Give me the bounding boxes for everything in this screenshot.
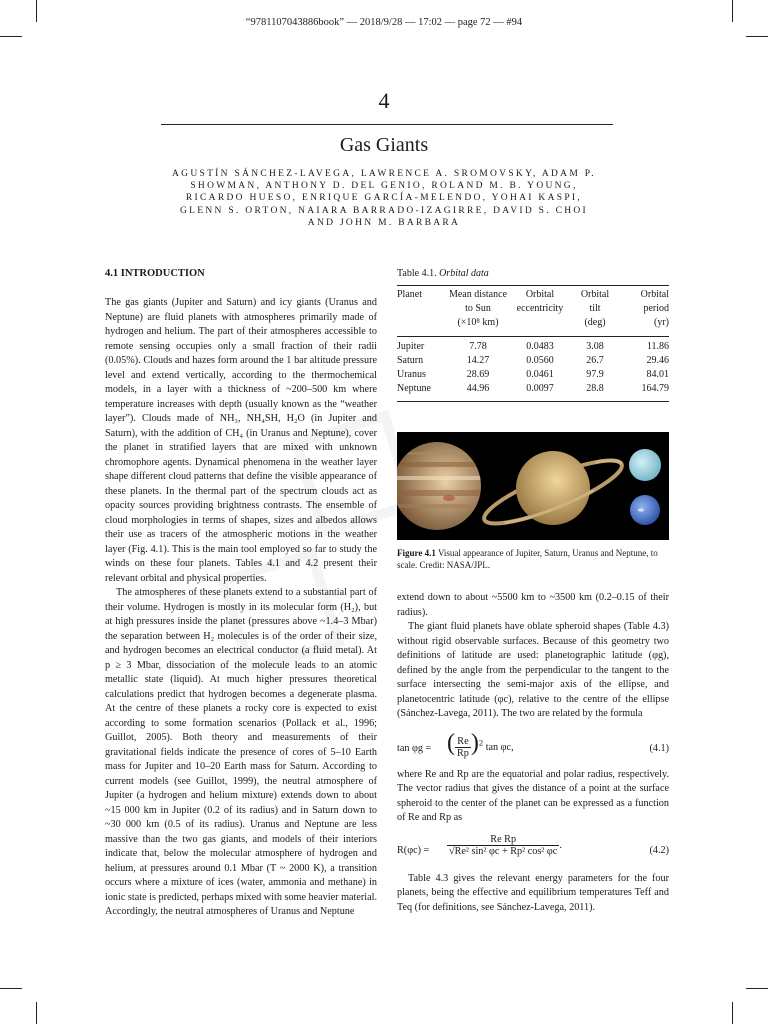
planets-figure [397,432,669,540]
table-header-line: (yr) [654,317,669,329]
equation-body [447,834,562,857]
equation-rhs: tan φc, [485,741,514,753]
table-row [397,336,669,354]
right-column [397,268,669,915]
chapter-number: 4 [378,88,390,113]
table-cell: Saturn [397,354,424,366]
left-column [105,268,377,920]
table-header-line: Planet [397,289,422,300]
table-title: Orbital data [439,268,489,279]
table-cell: 28.69 [466,369,490,381]
crop-mark [0,36,22,37]
table-cell: 0.0461 [526,369,554,381]
crop-mark [746,988,768,989]
paragraph: Table 4.3 gives the relevant energy parameters for the four planets, being the effective and equilibrium temperatures Teff and Teq (for definitions, see Sánchez-Lavega, 2011). [397,872,669,913]
crop-mark [732,1002,733,1024]
table-caption [397,268,669,279]
author-line: AGUSTÍN SÁNCHEZ-LAVEGA, LAWRENCE A. SROMOVSKY, ADAM P. [172,169,596,179]
equation-lhs: R(φc) = [397,844,430,856]
table-header-cell [619,286,669,337]
paragraph: where Re and Rp are the equatorial and polar radius, respectively. The vector radius that gives the distance of a point at the surface spheroid to the center of the planet can be expressed as a function of Re and Rp as [397,768,669,824]
table-cell: Neptune [397,383,431,395]
table-header-line: period [643,303,669,315]
running-head: “9781107043886book” — 2018/9/28 — 17:02 — page 72 — #94 [245,17,523,28]
paragraph: The gas giants (Jupiter and Saturn) and icy giants (Uranus and Neptune) are fluid planets with atmospheres primarily made of hydrogen and helium. The part of their atmospheres accessible to remote sensing occupies only a small fraction of their radii (0.05%). Clouds and hazes form around the 1 bar altitude pressure level and extend vertically, according to the thermochemical models, in a layer with a thickness of ~200–500 km where temperature increases with depth (usually known as the “weather layer”). Clouds made of NH₃, NH₄SH, H₂O (in Jupiter and Saturn), with the addition of CH₄ (in Uranus and Neptune), cover the planet in stratified layers that are mixed with unknown chromophore agents. Dynamical phenomena in the weather layer shape different cloud patterns that define the visible appearance of these planets. In the thermal part of the spectrum clouds act as opacity sources providing brightness contrasts. The ensemble of cloud morphologies in terms of shapes, sizes and albedos allows their use as tracers of the atmospheric motions in the weather layer (Fig. 4.1). This is the main tool employed so far to study the winds on these four planets. Tables 4.1 and 4.2 present their relevant orbital and physical properties. [105,297,377,584]
table-header-cell [571,286,619,337]
paragraph: The atmospheres of these planets extend to a substantial part of their volume. Hydrogen is mostly in its molecular form (H₂), but at high pressures inside the planet (pressures above ~1.4–3 Mbar) the separation between H₂ molecules is of the order of their size, and hydrogen becomes an electrical conductor (a fluid metal). At p ≥ 3 Mbar, dissociation of the molecule leads to an atomic metallic state (liquid). At much higher pressures theoretical calculations predict that hydrogen becomes a degenerate plasma. At the centre of these planets a rocky core is expected to exist according to some formation scenarios (Pollack et al., 1996; Guillot, 2005). Both theory and measurements of their gravitational fields indicate the presence of cores of 5–10 Earth mass for Jupiter and 10–20 Earth mass for Saturn. According to current models (see Guillot, 1999), the neutral atmosphere of Jupiter (a hydrogen and helium mixture) extends down to about ~15 000 km in Jupiter (0.2 of its radius) and in Saturn down to ~30 000 km (0.5 of its radius). Uranus and Neptune are less massive than the two gas giants, and models of their interiors indicate that, below the molecular atmosphere of hydrogen and helium, at pressures around 0.1 Mbar (T ~ 2000 K), a transition occurs where a mixture of ices (water, ammonia and methane) in ionic state is predicted, perhaps mixed with some heavier material. Accordingly, the neutral atmospheres of Uranus and Neptune [105,587,377,917]
crop-mark [746,36,768,37]
table-header-line: (×10⁸ km) [457,317,499,329]
table-cell: 84.01 [646,369,669,381]
table-header-line: eccentricity [516,303,564,315]
table-cell: 0.0560 [526,354,554,366]
table-header-line: Mean distance [448,289,508,300]
table-cell: 0.0097 [526,383,554,395]
table-cell: Uranus [397,369,426,381]
table-header-cell [509,286,571,337]
equation-lhs: tan φg = [397,742,432,754]
jupiter-planet [397,442,487,530]
equation-denominator: Rp [457,748,469,760]
table-row [397,382,669,402]
planets-illustration [397,432,669,540]
equation-body: ( $\frac{Re}{Rp}$ )$^2$ tan φc, [447,729,514,760]
table-cell: 14.27 [466,354,490,366]
orbital-data-table [397,285,669,402]
author-line: AND JOHN M. BARBARA [307,217,461,228]
equation-numerator: Re [455,736,471,748]
table-header-line: to Sun [465,303,491,315]
table-row [397,368,669,382]
table-header-line: Orbital [640,289,669,300]
figure-caption-text: Visual appearance of Jupiter, Saturn, Uranus and Neptune, to scale. Credit: NASA/JPL. [397,548,658,571]
chapter-title: Gas Giants [339,134,429,156]
table-header-cell [397,286,447,337]
table-header-line: tilt [589,303,601,315]
table-header-line: (deg) [584,317,606,329]
section-heading: 4.1 INTRODUCTION [105,268,205,279]
table-header-cell [447,286,509,337]
equation-4-1 [397,730,669,768]
paragraph: extend down to about ~5500 km to ~3500 km (0.2–0.15 of their radius). [397,592,669,618]
saturn-planet [478,450,627,535]
table-header-line: Orbital [525,289,555,300]
table-cell: 97.9 [586,369,604,381]
table-label: Table 4.1. [397,268,437,279]
author-line: RICARDO HUESO, ENRIQUE GARCÍA-MELENDO, YOHAI KASPI, [185,193,583,204]
equation-exponent: 2 [478,737,484,748]
table-cell: Jupiter [397,340,425,352]
author-list [150,168,618,229]
equation-tail: . [559,839,562,851]
table-cell: 44.96 [466,383,490,395]
table-cell: 0.0483 [526,340,554,352]
figure-label: Figure 4.1 [397,548,436,559]
equation-denominator-wrap: √Re² sin² φc + Rp² cos² φc [449,845,558,857]
crop-mark [0,988,22,989]
paragraph: The giant fluid planets have oblate spheroid shapes (Table 4.3) without rigid observable surfaces. Because of this geometry two definitions of latitude are used: planetographic latitude (φg), defined by the angle from the perpendicular to the tangent to the surface intersecting the semi-major axis of the ellipse, and planetocentric latitude (φc), relative to the centre of the ellipse (Sánchez-Lavega, 2011). The two are related by the formula [397,621,669,720]
table-cell: 28.8 [586,383,604,395]
equation-denominator: Re² sin² φc + Rp² cos² φc [454,845,558,857]
table-cell: 7.78 [469,340,487,352]
author-line: SHOWMAN, ANTHONY D. DEL GENIO, ROLAND M. B. YOUNG, [190,181,578,192]
neptune-planet [630,495,660,525]
table-header-line: Orbital [580,289,610,300]
table-cell: 3.08 [586,340,604,352]
crop-mark [36,1002,37,1024]
uranus-planet [629,449,661,481]
table-cell: 164.79 [641,383,669,395]
table-cell: 26.7 [586,354,604,366]
equation-number: (4.2) [649,844,669,856]
table-cell: 11.86 [646,340,669,352]
table-header-row [397,286,669,337]
equation-4-2 [397,832,669,872]
table-row [397,354,669,368]
figure-caption [397,547,669,571]
chapter-rule [161,124,613,125]
table-cell: 29.46 [646,354,669,366]
equation-number: (4.1) [649,742,669,754]
equation-numerator: Re Rp [447,834,559,846]
author-line: GLENN S. ORTON, NAIARA BARRADO-IZAGIRRE, DAVID S. CHOI [179,205,589,216]
